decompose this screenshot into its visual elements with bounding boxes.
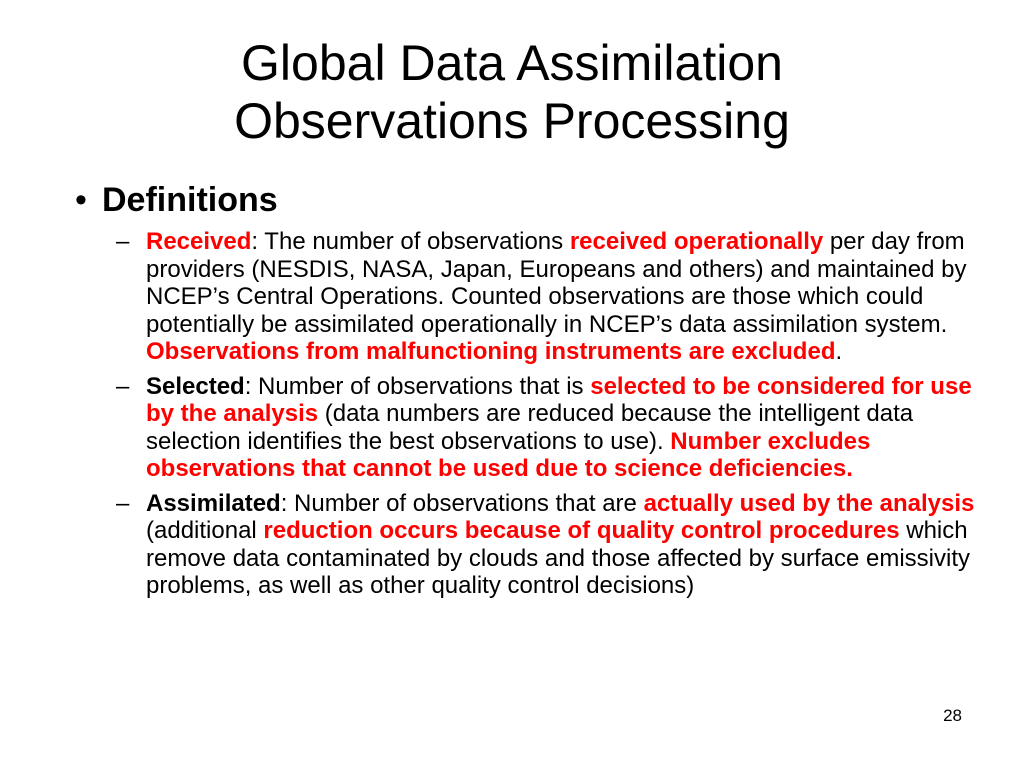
- text-segment: Observations from malfunctioning instruments are excluded: [146, 338, 836, 365]
- text-segment: selected to be considered for use by the analysis: [146, 372, 972, 427]
- definition-assimilated: [116, 490, 976, 600]
- text-segment: (additional: [146, 517, 264, 544]
- text-segment: .: [835, 338, 843, 365]
- definition-received: [116, 228, 976, 366]
- definition-list: [116, 228, 976, 607]
- dash-marker: –: [116, 228, 130, 255]
- bullet-marker: •: [75, 181, 87, 219]
- text-segment: actually used by the analysis: [643, 489, 975, 517]
- text-segment: : The number of observations: [251, 228, 570, 255]
- slide-title-line-2: Observations Processing: [234, 93, 790, 149]
- text-segment: Assimilated: [146, 489, 281, 517]
- text-segment: Number excludes observations that cannot be used due to science deficiencies.: [146, 427, 871, 482]
- text-segment: received operationally: [569, 228, 824, 255]
- dash-marker: –: [116, 489, 130, 517]
- text-segment: : Number of observations that are: [280, 489, 644, 517]
- slide-title-line-1: Global Data Assimilation: [241, 35, 783, 91]
- text-segment: (data numbers are reduced because the intelligent data selection identifies the best observations to use).: [146, 400, 914, 455]
- text-segment: which remove data contaminated by clouds and those affected by surface emissivity problems, as well as other quality control decisions): [146, 517, 971, 599]
- text-segment: per day from providers (NESDIS, NASA, Japan, Europeans and others) and maintained by NCEP’s Central Operations. Counted observations are those which could potentially be assimilated operationally in NCEP’s data assimilation system.: [146, 228, 967, 338]
- text-segment: reduction occurs because of quality control procedures: [263, 517, 900, 544]
- page-number: 28: [943, 706, 962, 725]
- definitions-heading: Definitions: [102, 181, 278, 219]
- definition-selected: [116, 373, 976, 483]
- dash-marker: –: [116, 372, 130, 400]
- text-segment: : Number of observations that is: [244, 372, 591, 400]
- text-segment: Received: [146, 228, 252, 255]
- slide-title: [0, 34, 1024, 150]
- definitions-bullet: [75, 178, 278, 222]
- text-segment: Selected: [146, 372, 245, 400]
